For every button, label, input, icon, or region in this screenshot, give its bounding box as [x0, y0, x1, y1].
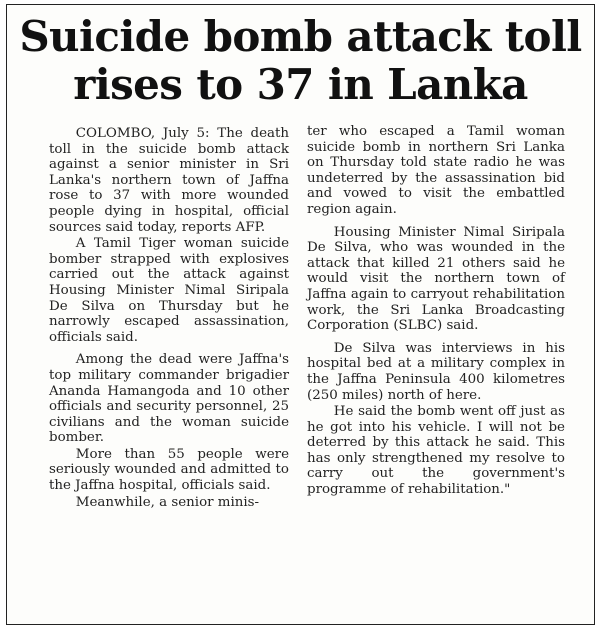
paragraph: Meanwhile, a senior minis- — [75, 494, 260, 510]
paragraph: A Tamil Tiger woman suicide bomber strapped with explosives carried out the attack against Housing Minister Nimal Siripala De Silva on Thursday but he narrowly escaped assassination, officials said. — [49, 236, 289, 345]
paragraph: More than 55 people were seriously wounded and admitted to the Jaffna hospital, officials said. — [49, 446, 289, 494]
paragraph: Housing Minister Nimal Siripala De Silva, who was wounded in the attack that killed 21 others said he would visit the northern town of Jaffna again to carryout rehabilitation work, the Sri Lanka Broadcasting Corporation (SLBC) said. — [307, 224, 565, 334]
paragraph: He said the bomb went off just as he got into his vehicle. I will not be deterred by this attack he said. This has only strengthened my resolve to carry out the government's programme of rehabilitation." — [307, 404, 565, 498]
paragraph-dateline: COLOMBO, July 5: The death toll in the suicide bomb attack against a senior minister in Sri Lanka's northern town of Jaffna rose to 37 with more wounded people dying in hospital, official sources said today, reports AFP. — [49, 126, 289, 235]
article-column-left — [49, 126, 289, 511]
paragraph: Among the dead were Jaffna's top military commander brigadier Ananda Hamangoda and 10 other officials and security personnel, 25 civilians and the woman suicide bomber. — [49, 352, 289, 446]
paragraph-continuation: ter who escaped a Tamil woman suicide bomb in northern Sri Lanka on Thursday told state radio he was undeterred by the assassination bid and vowed to visit the embattled region again. — [307, 124, 565, 217]
headline — [7, 13, 594, 109]
headline-line-1: Suicide bomb attack toll — [19, 12, 582, 61]
headline-line-2: rises to 37 in Lanka — [73, 60, 528, 109]
article-column-right — [307, 124, 565, 505]
paragraph: De Silva was interviews in his hospital bed at a military complex in the Jaffna Peninsula 400 kilometres (250 miles) north of here. — [307, 340, 565, 403]
